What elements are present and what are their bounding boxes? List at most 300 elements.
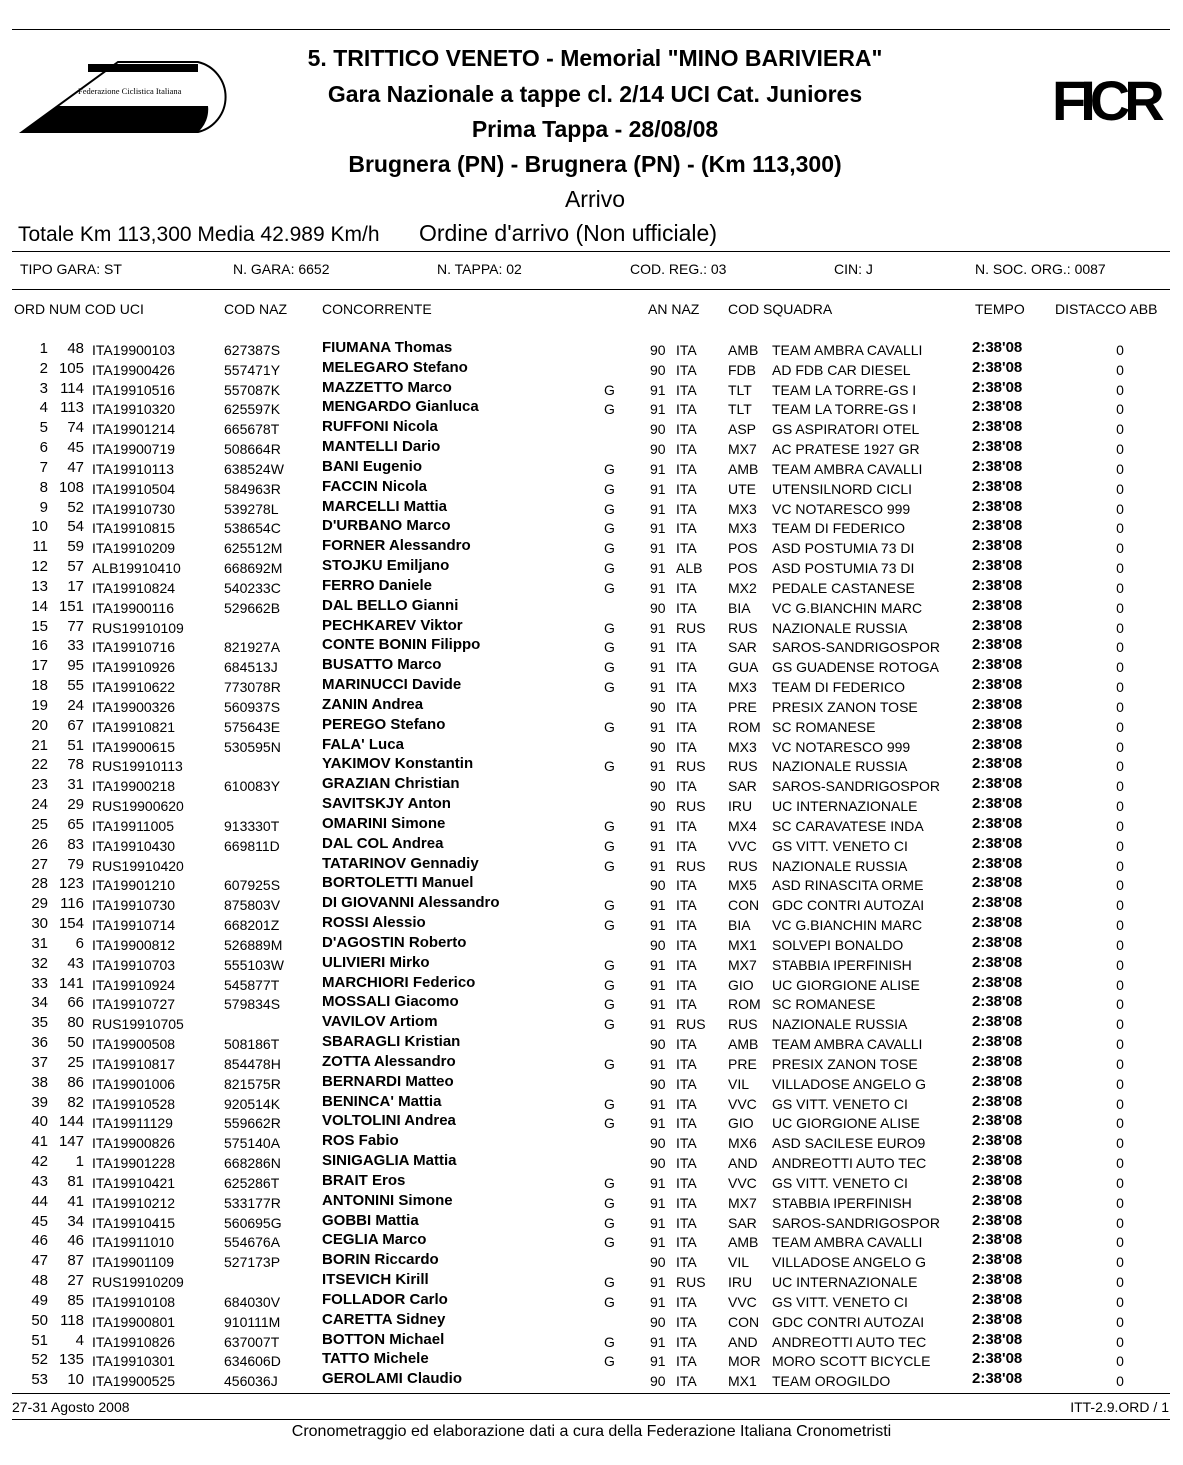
cell-tempo: 2:38'08	[972, 1310, 1023, 1328]
cell-nazione: ITA	[676, 342, 697, 358]
fci-logo-text: Federazione Ciclistica Italiana	[78, 86, 182, 96]
cell-distacco: 0	[1116, 1234, 1124, 1251]
cell-num: 147	[58, 1133, 84, 1151]
cell-ord: 30	[31, 915, 48, 933]
table-row	[0, 1112, 1183, 1132]
cell-distacco: 0	[1116, 599, 1124, 616]
cell-cod-uci: ITA19911129	[92, 1115, 173, 1132]
cell-nazione: ITA	[676, 540, 697, 557]
cell-squadra: PRESIX ZANON TOSE	[772, 1055, 918, 1072]
cell-cod-naz: 684513J	[224, 659, 278, 676]
cell-nazione: ITA	[676, 520, 697, 537]
cell-nazione: RUS	[676, 758, 706, 775]
cell-tempo: 2:38'08	[972, 795, 1023, 813]
cell-num: 54	[67, 518, 84, 536]
cell-squadra: TEAM LA TORRE-GS I	[772, 381, 917, 398]
cell-num: 82	[67, 1093, 84, 1111]
cell-ord: 25	[31, 815, 48, 833]
cell-num: 31	[67, 776, 84, 794]
cell-cod-naz: 575643E	[224, 718, 281, 735]
table-row	[0, 458, 1183, 478]
cell-ord: 45	[31, 1212, 48, 1230]
cell-nazione: ITA	[676, 679, 697, 696]
table-row	[0, 914, 1183, 934]
cell-distacco: 0	[1116, 1135, 1124, 1152]
cell-concorrente: MAZZETTO Marco	[322, 378, 452, 396]
cell-tempo: 2:38'08	[972, 438, 1023, 456]
cell-anno: 91	[650, 1055, 666, 1072]
cell-cod-uci: ITA19910926	[92, 659, 176, 676]
cell-nazione: ITA	[676, 1293, 697, 1310]
cell-cod-uci: ITA19900615	[92, 738, 176, 755]
cell-cat: G	[604, 619, 615, 636]
cell-cod-uci: ITA19910516	[92, 381, 176, 398]
cell-distacco: 0	[1116, 798, 1124, 815]
cell-concorrente: FERRO Daniele	[322, 576, 433, 594]
cell-distacco: 0	[1116, 877, 1124, 894]
cell-squadra: SAROS-SANDRIGOSPOR	[772, 1214, 941, 1231]
cell-squadra: TEAM AMBRA CAVALLI	[772, 460, 923, 477]
cell-tempo: 2:38'08	[972, 656, 1023, 674]
cell-ord: 14	[31, 597, 48, 615]
cell-cod-naz: 920514K	[224, 1095, 281, 1112]
cell-ord: 53	[31, 1371, 48, 1389]
cell-cod-squadra: MX1	[728, 936, 757, 953]
n-tappa: N. TAPPA: 02	[437, 261, 522, 277]
cell-anno: 91	[650, 857, 666, 874]
cell-nazione: ITA	[676, 976, 697, 993]
cell-concorrente: FORNER Alessandro	[322, 537, 471, 555]
col-cod-squadra: COD SQUADRA	[728, 301, 833, 317]
cell-cod-uci: RUS19910109	[92, 619, 184, 636]
cell-num: 45	[67, 439, 84, 457]
cell-cod-naz: 530595N	[224, 738, 281, 755]
cell-cat: G	[604, 857, 615, 874]
cell-anno: 91	[650, 540, 666, 557]
cell-distacco: 0	[1116, 460, 1124, 477]
cell-distacco: 0	[1116, 441, 1124, 458]
cell-distacco: 0	[1116, 1353, 1124, 1370]
cell-concorrente: ZOTTA Alessandro	[322, 1052, 456, 1070]
cell-concorrente: DAL COL Andrea	[322, 834, 444, 852]
cell-cod-naz: 668201Z	[224, 917, 280, 934]
cell-anno: 90	[650, 936, 666, 953]
cell-ord: 7	[39, 458, 48, 476]
race-title: 5. TRITTICO VENETO - Memorial "MINO BARIVIERA"	[307, 45, 883, 71]
cell-anno: 91	[650, 718, 666, 735]
cell-anno: 91	[650, 401, 666, 418]
cell-cod-uci: ITA19900508	[92, 1036, 176, 1053]
cell-num: 47	[67, 458, 84, 476]
cell-squadra: ASD POSTUMIA 73 DI	[772, 540, 915, 557]
cell-tempo: 2:38'08	[972, 874, 1023, 892]
cell-cod-naz: 669811D	[224, 837, 280, 854]
cell-cod-naz: 529662B	[224, 599, 281, 616]
cell-num: 95	[67, 657, 84, 675]
cell-distacco: 0	[1116, 956, 1124, 973]
cell-squadra: TEAM LA TORRE-GS I	[772, 401, 917, 418]
cell-nazione: RUS	[676, 619, 706, 636]
table-row	[0, 1291, 1183, 1311]
cell-num: 144	[58, 1113, 84, 1131]
cell-tempo: 2:38'08	[972, 695, 1023, 713]
cell-tempo: 2:38'08	[972, 953, 1023, 971]
cell-num: 55	[67, 677, 84, 695]
cell-num: 17	[67, 577, 84, 595]
cell-tempo: 2:38'08	[972, 1271, 1023, 1288]
cell-nazione: ITA	[676, 877, 697, 894]
cell-distacco: 0	[1116, 718, 1124, 735]
cell-anno: 90	[650, 1036, 666, 1053]
cell-anno: 91	[650, 917, 666, 934]
cell-cod-naz: 637007T	[224, 1333, 280, 1350]
cell-concorrente: ROSSI Alessio	[322, 914, 426, 932]
cell-cat: G	[604, 460, 615, 477]
cell-squadra: SC CARAVATESE INDA	[772, 817, 924, 834]
cell-tempo: 2:38'08	[972, 1013, 1023, 1031]
cell-ord: 47	[31, 1252, 48, 1270]
cell-cod-naz: 545877T	[224, 976, 280, 993]
cell-tempo: 2:38'08	[972, 1112, 1023, 1130]
cell-cat: G	[604, 758, 615, 775]
table-row	[0, 557, 1183, 577]
cell-distacco: 0	[1116, 996, 1124, 1013]
cell-cod-naz: 557087K	[224, 381, 281, 398]
cell-cod-squadra: MX7	[728, 956, 757, 973]
cell-anno: 91	[650, 560, 666, 577]
table-row	[0, 775, 1183, 795]
cell-squadra: TEAM DI FEDERICO	[772, 679, 906, 696]
cell-cod-naz: 913330T	[224, 817, 280, 834]
cell-concorrente: BENINCA' Mattia	[322, 1092, 442, 1110]
cell-cod-uci: ITA19910703	[92, 956, 176, 973]
cell-tempo: 2:38'08	[972, 914, 1023, 932]
cell-cod-uci: ITA19900116	[92, 599, 174, 616]
cell-cod-uci: ITA19910924	[92, 976, 176, 993]
cell-cat: G	[604, 917, 615, 934]
cell-tempo: 2:38'08	[972, 993, 1023, 1011]
cell-squadra: SAROS-SANDRIGOSPOR	[772, 778, 941, 795]
cell-nazione: ITA	[676, 401, 697, 418]
cell-num: 41	[67, 1192, 84, 1210]
cell-nazione: ITA	[676, 659, 697, 676]
cell-squadra: TEAM DI FEDERICO	[772, 520, 906, 537]
cell-distacco: 0	[1116, 619, 1124, 636]
cell-cod-squadra: MX6	[728, 1135, 757, 1152]
cell-anno: 91	[650, 897, 666, 914]
cell-cod-uci: ITA19910817	[92, 1055, 176, 1072]
cell-cod-squadra: MX5	[728, 877, 757, 894]
cell-cat: G	[604, 639, 615, 656]
cell-cod-squadra: MX2	[728, 579, 757, 596]
cell-cod-naz: 875803V	[224, 897, 281, 914]
cell-anno: 91	[650, 1214, 666, 1231]
cell-concorrente: GOBBI Mattia	[322, 1211, 419, 1229]
cell-num: 50	[67, 1034, 84, 1052]
cell-cod-uci: ITA19900218	[92, 778, 176, 795]
cell-ord: 11	[32, 538, 48, 556]
cell-cod-squadra: AMB	[728, 1036, 759, 1053]
cell-cod-squadra: AND	[728, 1333, 758, 1350]
cell-cod-uci: ALB19910410	[92, 560, 181, 577]
cell-ord: 27	[31, 855, 48, 873]
cell-cod-uci: RUS19910209	[92, 1274, 184, 1290]
cell-squadra: PEDALE CASTANESE	[772, 579, 915, 596]
cell-concorrente: MARCELLI Mattia	[322, 497, 447, 515]
cell-squadra: GS VITT. VENETO CI	[772, 1293, 908, 1310]
cell-anno: 91	[650, 381, 666, 398]
cell-cod-uci: RUS19910705	[92, 1016, 184, 1033]
cell-distacco: 0	[1116, 659, 1124, 676]
cell-nazione: ITA	[676, 1174, 697, 1191]
cell-anno: 91	[650, 956, 666, 973]
cell-num: 141	[58, 974, 84, 992]
cell-cod-naz: 560695G	[224, 1214, 282, 1231]
cell-concorrente: BRAIT Eros	[322, 1171, 406, 1189]
cell-concorrente: BORTOLETTI Manuel	[322, 874, 474, 892]
cell-cod-uci: ITA19910113	[92, 460, 174, 477]
cell-concorrente: ULIVIERI Mirko	[322, 953, 430, 971]
cell-cod-uci: ITA19901109	[92, 1254, 174, 1271]
cell-cod-squadra: BIA	[728, 917, 751, 934]
cell-cod-squadra: PRE	[728, 698, 757, 715]
cell-cat: G	[604, 659, 615, 676]
cell-cod-uci: ITA19900812	[92, 936, 176, 953]
cell-distacco: 0	[1116, 1313, 1124, 1330]
cell-cod-uci: ITA19900103	[92, 342, 176, 358]
cell-anno: 90	[650, 599, 666, 616]
cell-tempo: 2:38'08	[972, 933, 1023, 951]
table-row	[0, 993, 1183, 1013]
cell-cod-uci: ITA19900426	[92, 361, 176, 378]
cell-cod-naz: 821927A	[224, 639, 281, 656]
cell-distacco: 0	[1116, 639, 1124, 656]
cell-squadra: STABBIA IPERFINISH	[772, 1194, 912, 1211]
cell-tempo: 2:38'08	[972, 894, 1023, 912]
cell-distacco: 0	[1116, 897, 1124, 914]
col-cod-naz: COD NAZ	[224, 301, 287, 317]
cell-nazione: ITA	[676, 441, 697, 458]
cell-nazione: ITA	[676, 579, 697, 596]
cell-cod-squadra: ASP	[728, 421, 757, 438]
cell-cod-naz: 575140A	[224, 1135, 281, 1152]
cell-cat: G	[604, 1293, 615, 1310]
cell-cod-squadra: MOR	[728, 1353, 761, 1370]
cell-concorrente: VOLTOLINI Andrea	[322, 1112, 456, 1130]
cell-squadra: ASD SACILESE EURO9	[772, 1135, 926, 1152]
cell-anno: 91	[650, 480, 666, 497]
cell-cod-naz: 540233C	[224, 579, 281, 596]
cell-distacco: 0	[1116, 698, 1124, 715]
cell-cat: G	[604, 1016, 615, 1033]
cell-nazione: ITA	[676, 381, 697, 398]
cell-cod-squadra: VVC	[728, 837, 757, 854]
meta-top-rule	[12, 251, 1170, 252]
cell-anno: 91	[650, 758, 666, 775]
table-row	[0, 1033, 1183, 1053]
cell-cod-naz: 555103W	[224, 956, 284, 973]
cell-cod-squadra: VIL	[728, 1254, 750, 1271]
cell-tempo: 2:38'08	[972, 834, 1023, 852]
cell-anno: 90	[650, 1373, 666, 1390]
cell-cod-squadra: AMB	[728, 1234, 759, 1251]
cell-squadra: TEAM AMBRA CAVALLI	[772, 1234, 923, 1251]
cell-ord: 6	[39, 439, 48, 457]
cell-cod-uci: RUS19910113	[92, 758, 183, 775]
cell-concorrente: DAL BELLO Gianni	[322, 596, 459, 614]
cell-cod-uci: ITA19910730	[92, 500, 176, 517]
cell-ord: 49	[31, 1291, 48, 1309]
table-row	[0, 815, 1183, 835]
cell-num: 154	[58, 915, 84, 933]
cell-cod-uci: ITA19911010	[92, 1234, 174, 1251]
cell-tempo: 2:38'08	[972, 497, 1023, 515]
cell-squadra: UC INTERNAZIONALE	[772, 798, 918, 815]
cell-cat: G	[604, 1353, 615, 1370]
cell-distacco: 0	[1116, 738, 1124, 755]
cell-concorrente: GRAZIAN Christian	[322, 775, 460, 793]
cell-squadra: VC NOTARESCO 999	[772, 738, 911, 755]
cell-ord: 32	[31, 954, 48, 972]
cell-ord: 28	[31, 875, 48, 893]
cell-distacco: 0	[1116, 1274, 1124, 1290]
cell-distacco: 0	[1116, 857, 1124, 874]
table-row	[0, 755, 1183, 775]
cell-anno: 91	[650, 1234, 666, 1251]
cell-cod-uci: ITA19910504	[92, 480, 176, 497]
cell-cod-squadra: AMB	[728, 460, 759, 477]
footer-rule	[12, 1393, 1170, 1394]
table-row	[0, 736, 1183, 756]
cell-num: 52	[67, 498, 84, 516]
cell-nazione: ITA	[676, 996, 697, 1013]
table-row	[0, 418, 1183, 438]
cell-distacco: 0	[1116, 381, 1124, 398]
table-row	[0, 874, 1183, 894]
cell-cod-uci: ITA19901210	[92, 877, 176, 894]
cell-cod-squadra: SAR	[728, 639, 757, 656]
cell-tempo: 2:38'08	[972, 358, 1023, 376]
cell-cod-uci: ITA19910108	[92, 1293, 176, 1310]
cell-concorrente: GEROLAMI Claudio	[322, 1370, 462, 1388]
cell-cat: G	[604, 1214, 615, 1231]
cell-tempo: 2:38'08	[972, 1251, 1023, 1269]
cell-distacco: 0	[1116, 480, 1124, 497]
table-row	[0, 1251, 1183, 1271]
cell-distacco: 0	[1116, 917, 1124, 934]
cell-cod-uci: ITA19901228	[92, 1155, 176, 1172]
cell-cod-naz: 668692M	[224, 560, 283, 577]
table-row	[0, 617, 1183, 637]
cell-distacco: 0	[1116, 1293, 1124, 1310]
cell-tempo: 2:38'08	[972, 1171, 1023, 1189]
cell-cat: G	[604, 897, 615, 914]
cell-ord: 35	[31, 1014, 48, 1032]
col-ord-num-uci: ORD NUM COD UCI	[14, 301, 144, 317]
cell-concorrente: MOSSALI Giacomo	[322, 993, 459, 1011]
cell-cod-naz: 538654C	[224, 520, 281, 537]
cell-squadra: SC ROMANESE	[772, 718, 876, 735]
cell-cod-squadra: CON	[728, 1313, 760, 1330]
cell-cat: G	[604, 956, 615, 973]
cell-tempo: 2:38'08	[972, 1211, 1023, 1229]
cell-cat: G	[604, 1333, 615, 1350]
cell-squadra: TEAM AMBRA CAVALLI	[772, 342, 923, 358]
cell-cod-uci: ITA19900826	[92, 1135, 176, 1152]
cell-num: 79	[67, 855, 84, 873]
cell-cod-naz: 557471Y	[224, 361, 281, 378]
table-row	[0, 656, 1183, 676]
cell-num: 33	[67, 637, 84, 655]
cell-squadra: VC NOTARESCO 999	[772, 500, 911, 517]
cell-cod-naz: 625286T	[224, 1174, 280, 1191]
cell-nazione: ITA	[676, 1135, 697, 1152]
cell-num: 46	[67, 1232, 84, 1250]
cell-tempo: 2:38'08	[972, 973, 1023, 991]
cell-squadra: SC ROMANESE	[772, 996, 876, 1013]
cell-concorrente: DI GIOVANNI Alessandro	[322, 894, 500, 912]
cell-ord: 48	[31, 1272, 48, 1289]
cell-cod-squadra: AND	[728, 1155, 758, 1172]
cell-cod-naz: 625512M	[224, 540, 283, 557]
cell-distacco: 0	[1116, 500, 1124, 517]
cell-cod-squadra: GIO	[728, 1115, 754, 1132]
cell-cod-uci: ITA19900525	[92, 1373, 176, 1390]
cell-ord: 44	[31, 1192, 48, 1210]
cell-distacco: 0	[1116, 560, 1124, 577]
cell-anno: 91	[650, 500, 666, 517]
cell-cod-naz: 854478H	[224, 1055, 281, 1072]
cell-anno: 90	[650, 1254, 666, 1271]
cell-ord: 29	[31, 895, 48, 913]
cell-num: 78	[67, 756, 84, 774]
cell-cat: G	[604, 401, 615, 418]
cell-num: 51	[67, 736, 84, 754]
cell-anno: 91	[650, 579, 666, 596]
cell-cod-squadra: SAR	[728, 778, 757, 795]
col-concorrente: CONCORRENTE	[322, 301, 432, 317]
cell-num: 57	[67, 558, 84, 576]
cell-cod-naz: 821575R	[224, 1075, 281, 1092]
cell-tempo: 2:38'08	[972, 477, 1023, 495]
cell-ord: 52	[31, 1351, 48, 1369]
cell-concorrente: SAVITSKJY Anton	[322, 795, 451, 813]
cell-distacco: 0	[1116, 1155, 1124, 1172]
cell-concorrente: FIUMANA Thomas	[322, 339, 453, 356]
cell-squadra: MORO SCOTT BICYCLE	[772, 1353, 931, 1370]
cell-tempo: 2:38'08	[972, 596, 1023, 614]
cell-cod-uci: ITA19901006	[92, 1075, 176, 1092]
cell-concorrente: MELEGARO Stefano	[322, 358, 468, 376]
table-row	[0, 577, 1183, 597]
cell-ord: 18	[31, 677, 48, 695]
table-row	[0, 1331, 1183, 1351]
cell-squadra: GS VITT. VENETO CI	[772, 837, 908, 854]
cell-cat: G	[604, 579, 615, 596]
cell-cod-squadra: RUS	[728, 857, 758, 874]
cell-squadra: UTENSILNORD CICLI	[772, 480, 913, 497]
cell-tempo: 2:38'08	[972, 636, 1023, 654]
cell-cod-squadra: POS	[728, 540, 758, 557]
cell-concorrente: YAKIMOV Konstantin	[322, 755, 474, 773]
cell-cod-naz: 638524W	[224, 460, 284, 477]
cell-squadra: ASD RINASCITA ORME	[772, 877, 924, 894]
cell-distacco: 0	[1116, 1254, 1124, 1271]
cell-concorrente: MANTELLI Dario	[322, 438, 441, 456]
cell-num: 59	[67, 538, 84, 556]
cell-cod-uci: ITA19911005	[92, 817, 174, 834]
cell-squadra: GDC CONTRI AUTOZAI	[772, 1313, 925, 1330]
